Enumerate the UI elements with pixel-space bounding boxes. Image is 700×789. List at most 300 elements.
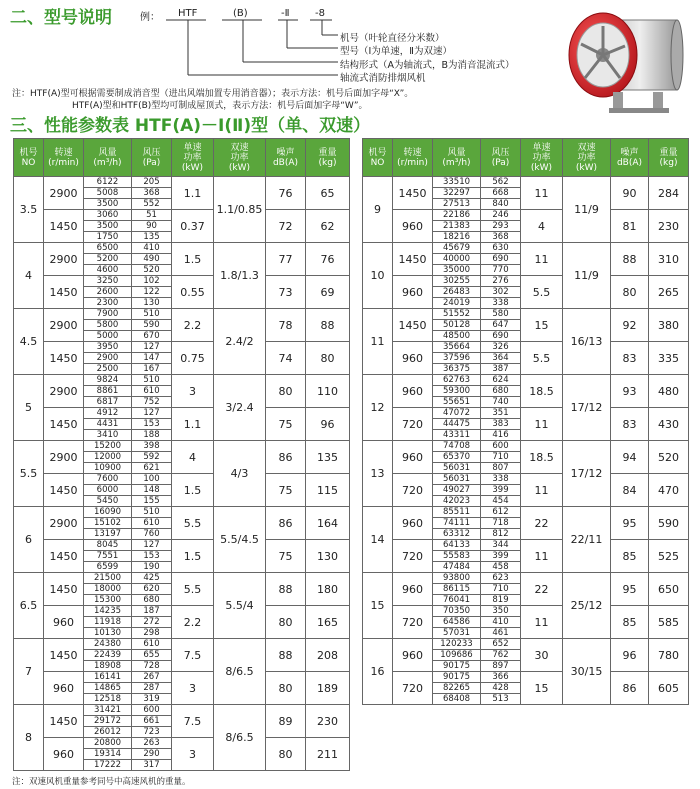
single-power-cell: 11 (521, 540, 563, 573)
weight-cell: 480 (649, 375, 689, 408)
speed-cell: 1450 (44, 474, 84, 507)
weight-cell: 585 (649, 606, 689, 639)
airflow-cell: 35664 (433, 342, 481, 353)
airflow-cell: 20800 (84, 738, 132, 749)
weight-cell: 96 (306, 408, 350, 441)
weight-cell: 62 (306, 210, 350, 243)
weight-cell: 130 (306, 540, 350, 573)
airflow-cell: 56031 (433, 474, 481, 485)
dual-power-cell: 8/6.5 (214, 705, 266, 771)
noise-cell: 95 (611, 507, 649, 540)
pressure-cell: 819 (481, 595, 521, 606)
col-airflow-header (433, 139, 481, 177)
single-power-cell: 7.5 (172, 705, 214, 738)
pressure-cell: 51 (132, 210, 172, 221)
airflow-cell: 15200 (84, 441, 132, 452)
col-airflow-header (84, 139, 132, 177)
pressure-cell: 600 (132, 705, 172, 716)
noise-cell: 88 (611, 243, 649, 276)
weight-cell: 76 (306, 243, 350, 276)
pressure-cell: 552 (132, 199, 172, 210)
pressure-cell: 246 (481, 210, 521, 221)
table-row (363, 606, 689, 617)
weight-cell: 164 (306, 507, 350, 540)
pressure-cell: 490 (132, 254, 172, 265)
airflow-cell: 50128 (433, 320, 481, 331)
col-dual-power-header (563, 139, 611, 177)
table-row (363, 309, 689, 320)
pressure-cell: 366 (481, 672, 521, 683)
airflow-cell: 29172 (84, 716, 132, 727)
pressure-cell: 102 (132, 276, 172, 287)
airflow-cell: 85511 (433, 507, 481, 518)
note-roof: HTF(A)型和HTF(B)型均可制成屋顶式，表示方法：机号后面加字母“W”。 (72, 101, 368, 111)
pressure-cell: 610 (132, 386, 172, 397)
airflow-cell: 10130 (84, 628, 132, 639)
airflow-cell: 13197 (84, 529, 132, 540)
pressure-cell: 188 (132, 430, 172, 441)
pressure-cell: 760 (132, 529, 172, 540)
single-power-cell: 11 (521, 408, 563, 441)
airflow-cell: 109686 (433, 650, 481, 661)
header-line: 双速 (577, 142, 596, 153)
airflow-cell: 11918 (84, 617, 132, 628)
weight-cell: 520 (649, 441, 689, 474)
airflow-cell: 17222 (84, 760, 132, 771)
single-power-cell: 1.1 (172, 408, 214, 441)
noise-cell: 85 (611, 540, 649, 573)
weight-cell: 211 (306, 738, 350, 771)
airflow-cell: 44475 (433, 419, 481, 430)
pressure-cell: 680 (481, 386, 521, 397)
table-row (363, 540, 689, 551)
table-row (14, 573, 350, 584)
pressure-cell: 510 (132, 507, 172, 518)
pressure-cell: 612 (481, 507, 521, 518)
single-power-cell: 1.5 (172, 474, 214, 507)
pressure-cell: 90 (132, 221, 172, 232)
single-power-cell: 11 (521, 243, 563, 276)
airflow-cell: 49027 (433, 485, 481, 496)
pressure-cell: 298 (132, 628, 172, 639)
airflow-cell: 63312 (433, 529, 481, 540)
header-line: (Pa) (142, 157, 161, 168)
pressure-cell: 267 (132, 672, 172, 683)
model-no-cell: 8 (14, 705, 44, 771)
table-row (14, 210, 350, 221)
header-line: dB(A) (616, 157, 643, 168)
airflow-cell: 18000 (84, 584, 132, 595)
airflow-cell: 3500 (84, 221, 132, 232)
pressure-cell: 723 (132, 727, 172, 738)
airflow-cell: 51552 (433, 309, 481, 320)
airflow-cell: 56031 (433, 463, 481, 474)
col-weight-header (306, 139, 350, 177)
pressure-cell: 620 (132, 584, 172, 595)
speed-cell: 2900 (44, 507, 84, 540)
speed-cell: 2900 (44, 441, 84, 474)
pressure-cell: 454 (481, 496, 521, 507)
header-line: (kg) (318, 157, 337, 168)
table-row (363, 342, 689, 353)
speed-cell: 2900 (44, 375, 84, 408)
weight-cell: 470 (649, 474, 689, 507)
weight-cell: 180 (306, 573, 350, 606)
table-row (363, 375, 689, 386)
dual-power-cell: 30/15 (563, 639, 611, 705)
airflow-cell: 21500 (84, 573, 132, 584)
model-no-cell: 7 (14, 639, 44, 705)
airflow-cell: 64133 (433, 540, 481, 551)
pressure-cell: 364 (481, 353, 521, 364)
single-power-cell: 3 (172, 375, 214, 408)
col-single-power-header (521, 139, 563, 177)
header-line: (kW) (228, 162, 251, 173)
dual-power-cell: 5.5/4 (214, 573, 266, 639)
header-line: NO (21, 157, 36, 168)
model-no-cell: 15 (363, 573, 393, 639)
airflow-cell: 37596 (433, 353, 481, 364)
col-single-power-header (172, 139, 214, 177)
airflow-cell: 6500 (84, 243, 132, 254)
noise-cell: 96 (611, 639, 649, 672)
speed-cell: 1450 (44, 540, 84, 573)
header-line: 功率 (532, 152, 551, 163)
pressure-cell: 624 (481, 375, 521, 386)
dual-power-cell: 17/12 (563, 441, 611, 507)
airflow-cell: 4431 (84, 419, 132, 430)
noise-cell: 86 (266, 441, 306, 474)
noise-cell: 88 (266, 639, 306, 672)
single-power-cell: 0.75 (172, 342, 214, 375)
pressure-cell: 621 (132, 463, 172, 474)
header-line: 功率 (577, 152, 596, 163)
weight-cell: 335 (649, 342, 689, 375)
noise-cell: 80 (266, 738, 306, 771)
speed-cell: 960 (44, 606, 84, 639)
pressure-cell: 350 (481, 606, 521, 617)
airflow-cell: 82265 (433, 683, 481, 694)
single-power-cell: 18.5 (521, 441, 563, 474)
noise-cell: 74 (266, 342, 306, 375)
table-row (14, 474, 350, 485)
single-power-cell: 22 (521, 507, 563, 540)
single-power-cell: 7.5 (172, 639, 214, 672)
airflow-cell: 5450 (84, 496, 132, 507)
pressure-cell: 317 (132, 760, 172, 771)
table-row (363, 507, 689, 518)
dual-power-cell: 2.4/2 (214, 309, 266, 375)
pressure-cell: 167 (132, 364, 172, 375)
table-row (363, 474, 689, 485)
airflow-cell: 30255 (433, 276, 481, 287)
single-power-cell: 5.5 (521, 276, 563, 309)
airflow-cell: 74111 (433, 518, 481, 529)
speed-cell: 1450 (393, 309, 433, 342)
airflow-cell: 4912 (84, 408, 132, 419)
single-power-cell: 22 (521, 573, 563, 606)
explain-size: 机号（叶轮直径分米数） (340, 33, 445, 44)
airflow-cell: 24380 (84, 639, 132, 650)
performance-table-left (13, 138, 350, 771)
pressure-cell: 326 (481, 342, 521, 353)
airflow-cell: 59300 (433, 386, 481, 397)
single-power-cell: 5.5 (172, 573, 214, 606)
speed-cell: 2900 (44, 243, 84, 276)
airflow-cell: 18908 (84, 661, 132, 672)
noise-cell: 80 (266, 375, 306, 408)
speed-cell: 1450 (393, 177, 433, 210)
pressure-cell: 344 (481, 540, 521, 551)
pressure-cell: 610 (132, 518, 172, 529)
single-power-cell: 15 (521, 672, 563, 705)
noise-cell: 78 (266, 309, 306, 342)
pressure-cell: 276 (481, 276, 521, 287)
model-no-cell: 13 (363, 441, 393, 507)
pressure-cell: 510 (132, 375, 172, 386)
airflow-cell: 32297 (433, 188, 481, 199)
weight-cell: 80 (306, 342, 350, 375)
airflow-cell: 76041 (433, 595, 481, 606)
airflow-cell: 4600 (84, 265, 132, 276)
col-noise-header (266, 139, 306, 177)
dual-power-cell: 11/9 (563, 243, 611, 309)
airflow-cell: 12000 (84, 452, 132, 463)
header-line: 单速 (532, 142, 551, 153)
noise-cell: 75 (266, 474, 306, 507)
pressure-cell: 190 (132, 562, 172, 573)
noise-cell: 86 (266, 507, 306, 540)
noise-cell: 85 (611, 606, 649, 639)
code-part-htf: HTF (178, 8, 198, 19)
table-row (363, 441, 689, 452)
weight-cell: 265 (649, 276, 689, 309)
speed-cell: 1450 (44, 639, 84, 672)
noise-cell: 94 (611, 441, 649, 474)
airflow-cell: 3500 (84, 199, 132, 210)
weight-cell: 115 (306, 474, 350, 507)
single-power-cell: 4 (172, 441, 214, 474)
pressure-cell: 383 (481, 419, 521, 430)
speed-cell: 960 (393, 573, 433, 606)
pressure-cell: 520 (132, 265, 172, 276)
airflow-cell: 3250 (84, 276, 132, 287)
speed-cell: 720 (393, 408, 433, 441)
noise-cell: 75 (266, 540, 306, 573)
single-power-cell: 3 (172, 672, 214, 705)
airflow-cell: 1750 (84, 232, 132, 243)
weight-cell: 310 (649, 243, 689, 276)
speed-cell: 960 (393, 639, 433, 672)
pressure-cell: 399 (481, 485, 521, 496)
airflow-cell: 35000 (433, 265, 481, 276)
airflow-cell: 40000 (433, 254, 481, 265)
airflow-cell: 6000 (84, 485, 132, 496)
noise-cell: 92 (611, 309, 649, 342)
explain-model: 型号（Ⅰ为单速，Ⅱ为双速） (340, 46, 452, 57)
airflow-cell: 93800 (433, 573, 481, 584)
airflow-cell: 86115 (433, 584, 481, 595)
explain-structure: 结构形式（A为轴流式，B为消音混流式） (340, 60, 515, 71)
noise-cell: 83 (611, 342, 649, 375)
code-part-size: -8 (315, 8, 325, 19)
col-speed-header (44, 139, 84, 177)
airflow-cell: 8861 (84, 386, 132, 397)
airflow-cell: 9824 (84, 375, 132, 386)
speed-cell: 2900 (44, 309, 84, 342)
noise-cell: 80 (266, 606, 306, 639)
airflow-cell: 42023 (433, 496, 481, 507)
airflow-cell: 74708 (433, 441, 481, 452)
airflow-cell: 3950 (84, 342, 132, 353)
pressure-cell: 752 (132, 397, 172, 408)
airflow-cell: 7551 (84, 551, 132, 562)
speed-cell: 960 (44, 738, 84, 771)
header-line: 功率 (183, 152, 202, 163)
pressure-cell: 562 (481, 177, 521, 188)
single-power-cell: 1.5 (172, 243, 214, 276)
table-row (14, 177, 350, 188)
noise-cell: 76 (266, 177, 306, 210)
header-line: 风量 (98, 147, 117, 158)
pressure-cell: 610 (132, 639, 172, 650)
header-line: 单速 (183, 142, 202, 153)
dual-power-cell: 25/12 (563, 573, 611, 639)
table-row (14, 309, 350, 320)
pressure-cell: 710 (481, 584, 521, 595)
weight-cell: 780 (649, 639, 689, 672)
single-power-cell: 0.37 (172, 210, 214, 243)
pressure-cell: 812 (481, 529, 521, 540)
header-line: 噪声 (620, 147, 639, 158)
header-line: (r/min) (397, 157, 428, 168)
header-line: (kW) (530, 162, 553, 173)
table-row (14, 276, 350, 287)
header-line: (kg) (659, 157, 678, 168)
airflow-cell: 47072 (433, 408, 481, 419)
pressure-cell: 263 (132, 738, 172, 749)
airflow-cell: 26012 (84, 727, 132, 738)
model-no-cell: 6.5 (14, 573, 44, 639)
pressure-cell: 690 (481, 331, 521, 342)
airflow-cell: 120233 (433, 639, 481, 650)
table-row (14, 705, 350, 716)
col-weight-header (649, 139, 689, 177)
dual-power-cell: 22/11 (563, 507, 611, 573)
single-power-cell: 2.2 (172, 309, 214, 342)
airflow-cell: 16090 (84, 507, 132, 518)
noise-cell: 80 (266, 672, 306, 705)
pressure-cell: 302 (481, 287, 521, 298)
model-no-cell: 4.5 (14, 309, 44, 375)
model-no-cell: 10 (363, 243, 393, 309)
table-row (363, 276, 689, 287)
pressure-cell: 428 (481, 683, 521, 694)
airflow-cell: 3410 (84, 430, 132, 441)
speed-cell: 960 (44, 672, 84, 705)
airflow-cell: 7900 (84, 309, 132, 320)
dual-power-cell: 1.1/0.85 (214, 177, 266, 243)
airflow-cell: 90175 (433, 672, 481, 683)
airflow-cell: 22439 (84, 650, 132, 661)
pressure-cell: 513 (481, 694, 521, 705)
table-row (363, 243, 689, 254)
noise-cell: 88 (266, 573, 306, 606)
model-no-cell: 5 (14, 375, 44, 441)
pressure-cell: 410 (132, 243, 172, 254)
pressure-cell: 410 (481, 617, 521, 628)
pressure-cell: 399 (481, 551, 521, 562)
pressure-cell: 458 (481, 562, 521, 573)
col-pressure-header (132, 139, 172, 177)
weight-cell: 284 (649, 177, 689, 210)
pressure-cell: 728 (132, 661, 172, 672)
pressure-cell: 368 (481, 232, 521, 243)
header-line: (m³/h) (93, 157, 122, 168)
airflow-cell: 14235 (84, 606, 132, 617)
table-row (14, 672, 350, 683)
single-power-cell: 1.5 (172, 540, 214, 573)
airflow-cell: 68408 (433, 694, 481, 705)
header-line: 转速 (403, 147, 422, 158)
pressure-cell: 897 (481, 661, 521, 672)
airflow-cell: 33510 (433, 177, 481, 188)
airflow-cell: 2600 (84, 287, 132, 298)
dual-power-cell: 16/13 (563, 309, 611, 375)
airflow-cell: 48500 (433, 331, 481, 342)
airflow-cell: 10900 (84, 463, 132, 474)
table-row (363, 408, 689, 419)
speed-cell: 1450 (44, 408, 84, 441)
header-line: 风压 (142, 147, 161, 158)
pressure-cell: 592 (132, 452, 172, 463)
table-row (14, 375, 350, 386)
airflow-cell: 57031 (433, 628, 481, 639)
performance-table-right (362, 138, 689, 705)
airflow-cell: 43311 (433, 430, 481, 441)
speed-cell: 960 (393, 507, 433, 540)
weight-cell: 525 (649, 540, 689, 573)
single-power-cell: 0.55 (172, 276, 214, 309)
code-part-b: (B) (233, 8, 248, 19)
header-line: (kW) (575, 162, 598, 173)
weight-cell: 430 (649, 408, 689, 441)
dual-power-cell: 17/12 (563, 375, 611, 441)
header-line: 重量 (318, 147, 337, 158)
airflow-cell: 18216 (433, 232, 481, 243)
single-power-cell: 11 (521, 177, 563, 210)
noise-cell: 75 (266, 408, 306, 441)
single-power-cell: 5.5 (172, 507, 214, 540)
noise-cell: 80 (611, 276, 649, 309)
table-row (14, 342, 350, 353)
airflow-cell: 19314 (84, 749, 132, 760)
weight-cell: 208 (306, 639, 350, 672)
speed-cell: 960 (393, 342, 433, 375)
example-prefix: 例： (140, 12, 160, 23)
speed-cell: 960 (393, 375, 433, 408)
airflow-cell: 6599 (84, 562, 132, 573)
single-power-cell: 11 (521, 474, 563, 507)
fan-illustration (565, 6, 685, 116)
airflow-cell: 26483 (433, 287, 481, 298)
model-no-cell: 4 (14, 243, 44, 309)
explain-type: 轴流式消防排烟风机 (340, 73, 426, 84)
pressure-cell: 368 (132, 188, 172, 199)
pressure-cell: 718 (481, 518, 521, 529)
airflow-cell: 22186 (433, 210, 481, 221)
model-no-cell: 3.5 (14, 177, 44, 243)
